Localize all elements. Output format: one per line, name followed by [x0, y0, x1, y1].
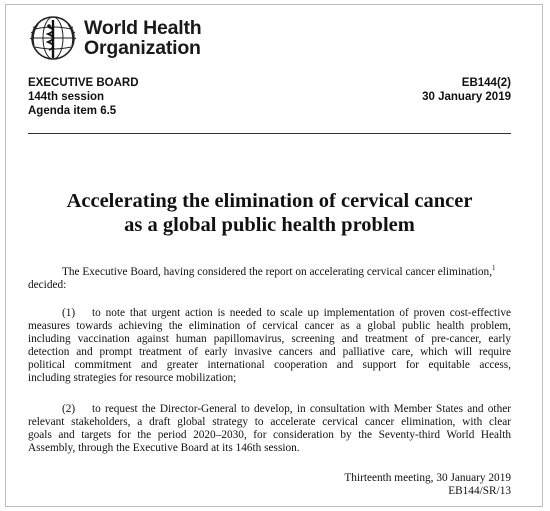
para2-line: Assembly, through the Executive Board at its 146th session. [28, 442, 300, 454]
para2-number: (2) [62, 403, 76, 415]
document-title [28, 189, 511, 237]
para1-number: (1) [62, 307, 76, 319]
meeting-info: Thirteenth meeting, 30 January 2019 [344, 472, 511, 484]
document-page [5, 4, 543, 507]
summary-record: EB144/SR/13 [448, 485, 511, 497]
title-line-1: Accelerating the elimination of cervical cancer [66, 190, 473, 212]
para1-line: (1) to note that urgent action is needed to scale up implementation of proven cost-effective [62, 307, 511, 319]
intro-decided: decided: [28, 279, 67, 291]
footnote-marker: 1 [492, 264, 496, 273]
para2-line: relevant stakeholders, a draft global strategy to accelerate cervical cancer elimination, with clear [28, 416, 511, 428]
para1-line: including vaccination against human papillomavirus, screening and treatment of pre-cancer, early [28, 333, 511, 345]
paragraph-1 [28, 307, 511, 385]
logo-line-1: World Health [84, 17, 202, 39]
organization-name [84, 18, 202, 58]
para1-line: political commitment and greater international cooperation and support for equitable access, [28, 359, 511, 371]
closing-block [344, 472, 511, 498]
session-number: 144th session [28, 91, 105, 103]
document-code: EB144(2) [461, 77, 511, 89]
header-right [422, 76, 511, 104]
para1-line: measures towards achieving the elimination of cervical cancer as a global public health problem, [28, 320, 511, 332]
title-line-2: as a global public health problem [124, 214, 415, 236]
logo-line-2: Organization [84, 37, 201, 59]
board-name: EXECUTIVE BOARD [28, 77, 139, 89]
para2-line: (2) to request the Director-General to develop, in consultation with Member States and other [62, 403, 511, 415]
intro-text: The Executive Board, having considered the report on accelerating cervical cancer elimination, [62, 266, 493, 278]
intro-paragraph [28, 266, 511, 292]
paragraph-2 [28, 403, 511, 455]
para1-line: including strategies for resource mobilization; [28, 372, 237, 384]
agenda-item: Agenda item 6.5 [28, 105, 117, 117]
para1-line: detection and prompt treatment of early invasive cancers and palliative care, which will require [28, 346, 511, 358]
header-left [28, 76, 139, 118]
who-emblem-icon [29, 14, 77, 62]
document-date: 30 January 2019 [422, 91, 511, 103]
para2-line: goals and targets for the period 2020–2030, for consideration by the Seventy-third World Health [28, 429, 511, 441]
who-logo [29, 12, 202, 64]
header-divider [28, 133, 511, 134]
